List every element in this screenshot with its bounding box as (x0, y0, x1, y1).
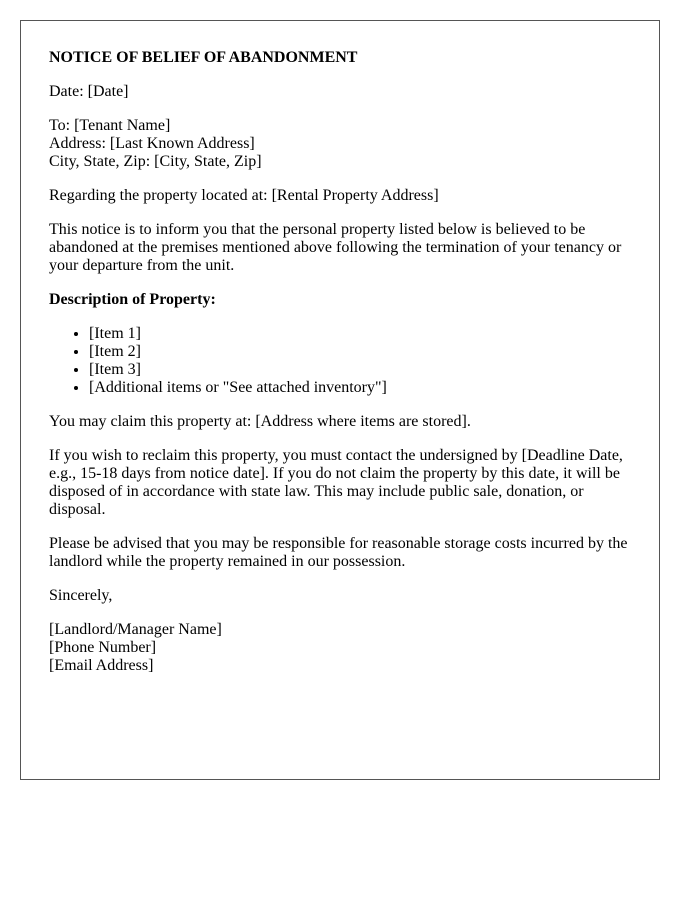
date-line: Date: [Date] (49, 83, 129, 100)
recipient-block (49, 117, 631, 171)
reclaim-instructions-paragraph: If you wish to reclaim this property, you must contact the undersigned by [Deadline Date, e.g., 15-18 days from notice date]. If you do not claim the property by this date, it will be disposed of in accordance with state law. This may include public sale, donation, or disposal. (49, 447, 623, 518)
closing-line: Sincerely, (49, 587, 113, 604)
notice-title: NOTICE OF BELIEF OF ABANDONMENT (49, 49, 358, 66)
list-item: • [Item 1] (89, 325, 631, 343)
signature-name: [Landlord/Manager Name] (49, 621, 222, 638)
list-item: • [Item 2] (89, 343, 631, 361)
recipient-city: City, State, Zip: [City, State, Zip] (49, 153, 262, 170)
signature-email: [Email Address] (49, 657, 154, 674)
list-item: • [Additional items or "See attached inventory"] (89, 379, 631, 397)
claim-location-paragraph: You may claim this property at: [Address where items are stored]. (49, 413, 471, 430)
recipient-to: To: [Tenant Name] (49, 117, 171, 134)
description-heading: Description of Property: (49, 291, 216, 308)
intro-paragraph: This notice is to inform you that the personal property listed below is believed to be abandoned at the premises mentioned above following the termination of your tenancy or your departure from the unit. (49, 221, 622, 274)
property-item-list (49, 325, 631, 397)
list-item: • [Item 3] (89, 361, 631, 379)
regarding-line: Regarding the property located at: [Rental Property Address] (49, 187, 439, 204)
notice-document (20, 20, 660, 780)
signature-phone: [Phone Number] (49, 639, 157, 656)
recipient-address: Address: [Last Known Address] (49, 135, 255, 152)
storage-costs-paragraph: Please be advised that you may be responsible for reasonable storage costs incurred by the landlord while the property remained in our possession. (49, 535, 628, 570)
signature-block (49, 621, 631, 675)
